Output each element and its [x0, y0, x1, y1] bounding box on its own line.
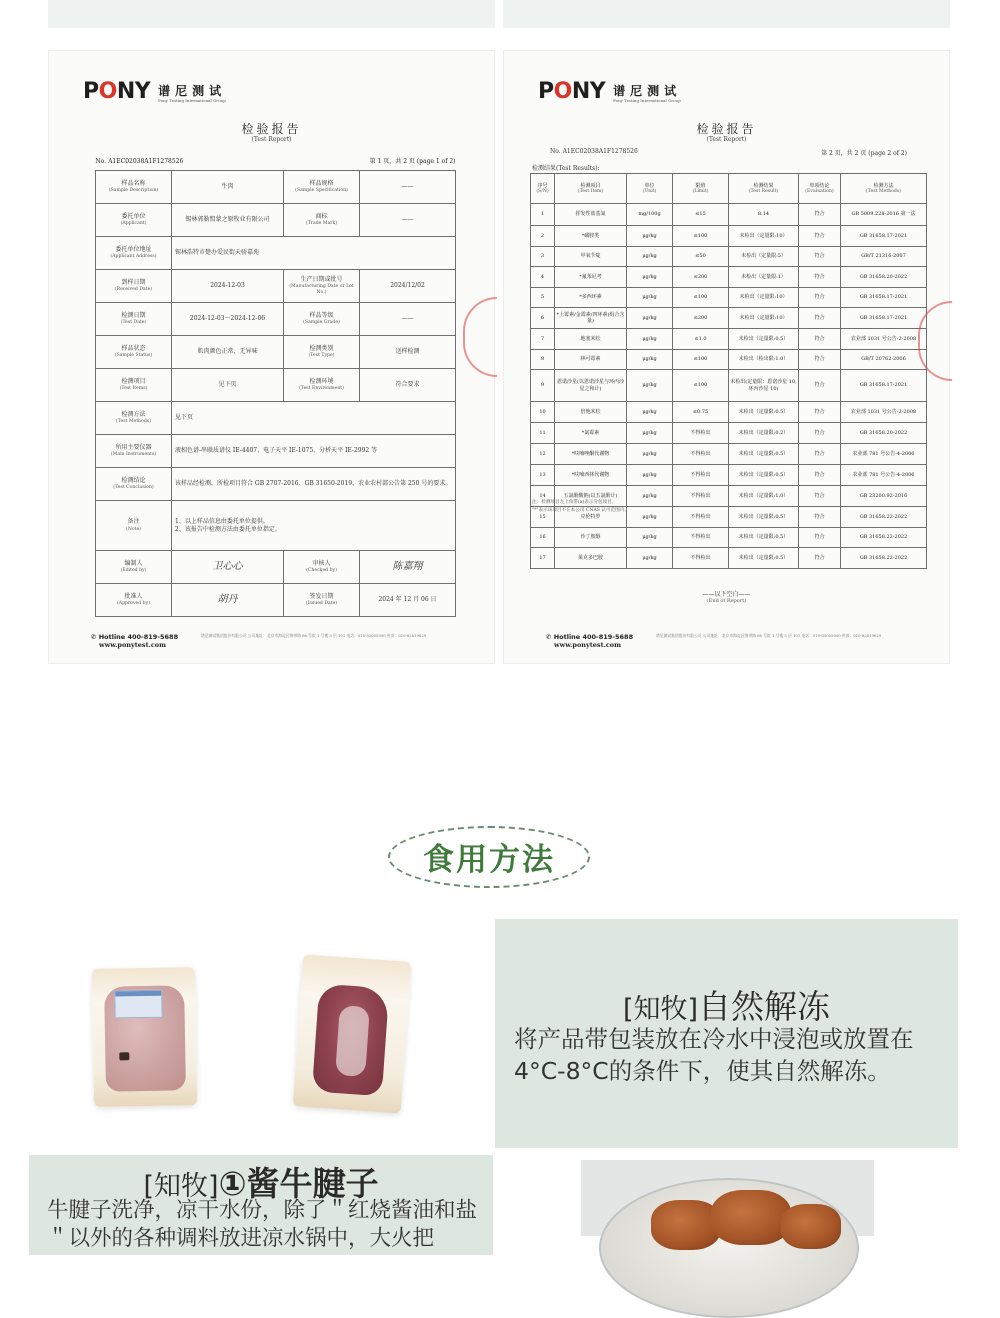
results-cell: 挥发性盐基氮 [555, 204, 627, 226]
test-report-page-2 [503, 50, 950, 664]
results-cell: 12 [531, 444, 555, 465]
results-cell: GB 31658.17-2021 [841, 308, 927, 329]
results-cell: ≤200 [673, 267, 729, 288]
results-cell: GB 31658.20-2022 [841, 423, 927, 444]
results-cell: 林可霉素 [555, 350, 627, 370]
results-cell: 符合 [799, 226, 841, 247]
report-page: 第 1 页，共 2 页 (page 1 of 2) [369, 158, 456, 165]
results-cell: μg/kg [627, 226, 673, 247]
results-cell: *土霉素/金霉素/四环素(组合含量) [555, 308, 627, 329]
results-header-cell: 单项结论 (Evaluation) [799, 174, 841, 204]
results-cell: 未检出（定量限:0.5） [729, 465, 799, 486]
results-cell: *磺胺类 [555, 226, 627, 247]
results-cell: 未检出（定量限:10） [729, 226, 799, 247]
results-cell: 恩诺沙星(以恩诺沙星与环丙沙星之和计) [555, 370, 627, 402]
results-cell: 未检出（定量限:0.5） [729, 548, 799, 569]
results-row [531, 204, 927, 226]
results-cell: 10 [531, 402, 555, 423]
report-title: 检验报告 [696, 122, 757, 136]
results-cell: 未检出（定量限:1） [729, 267, 799, 288]
results-cell: 农业部 781 号公告-4-2006 [841, 465, 927, 486]
results-cell: ≤100 [673, 370, 729, 402]
results-cell: ≤100 [673, 226, 729, 247]
results-row [531, 247, 927, 267]
results-cell: 符合 [799, 288, 841, 308]
results-cell: ≤200 [673, 308, 729, 329]
results-cell: 符合 [799, 267, 841, 288]
results-cell: 未检出（定量限:0.2） [729, 423, 799, 444]
results-cell: GB 31658.17-2021 [841, 288, 927, 308]
results-cell: GB 23200.92-2016 [841, 486, 927, 507]
recipe-card-body: 牛腱子洗净，凉干水份，除了＂红烧酱油和盐＂以外的各种调料放进凉水锅中，大火把 [47, 1198, 478, 1251]
results-cell: 符合 [799, 465, 841, 486]
results-cell: ≤100 [673, 288, 729, 308]
results-cell: μg/kg [627, 444, 673, 465]
results-cell: 符合 [799, 402, 841, 423]
results-cell: 未检出（定量限:10） [729, 308, 799, 329]
red-seal-stamp [463, 297, 497, 377]
results-cell: 符合 [799, 370, 841, 402]
results-row [531, 465, 927, 486]
results-cell: 8 [531, 350, 555, 370]
results-cell: 不得检出 [673, 548, 729, 569]
results-cell: μg/kg [627, 528, 673, 548]
results-cell: GB 5009.228-2016 第一法 [841, 204, 927, 226]
results-cell: ≤15 [673, 204, 729, 226]
results-cell: 不得检出 [673, 486, 729, 507]
results-cell: *氯霉素 [555, 423, 627, 444]
report-number: No. A1EC02038A1F1278526 [95, 158, 184, 165]
results-cell: GB 31658.22-2022 [841, 528, 927, 548]
results-cell: 未检出（定量限:0.5） [729, 444, 799, 465]
results-cell: 符合 [799, 350, 841, 370]
results-cell: 9 [531, 370, 555, 402]
results-cell: μg/kg [627, 486, 673, 507]
results-cell: GB 31658.20-2022 [841, 267, 927, 288]
report-title: 检验报告 [241, 122, 302, 136]
results-cell: 未检出（定量限:1.0） [729, 486, 799, 507]
frozen-package-back-image [293, 954, 411, 1113]
results-cell: μg/kg [627, 308, 673, 329]
results-cell: 符合 [799, 507, 841, 528]
report-info-table: No. A1EC02038A1F1278526 第 1 页，共 2 页 (page 1 of 2) 样品名称 (Sample Description) 牛肉 样品规格 (Sample Specification) —— 委托单位 (Applicant) 锡林郭勒盟蒙之原牧业有限公司 商标 (Trade Mark) —— 委托单位地址 (Applicant Address) 锡林浩特市楚办爱民街天骄嘉苑 到样日期 (Received Date) 2024-12-03 生产日期或批号 (Manufacturing Date or Lot No.) 2024/12/02 检测日期 (Test Date) 2024-12-03～2024-12-06 样品等级 (Sample Grade) —— 样品状态 (Sample Status) 肌肉颜色正常，无异味 检测类别 (Test Type) 送样检测 检测项目 (Test Items) 见下页 检测环境 (Test Environment) 符合要求 检测方法 (Test Methods) 见下页 所用主要仪器 (Main Instruments) 液相色谱-串联质谱仪 IE-4407、电子天平 IE-1075、分析天平 IE-2992 等 检测结论 (Test Conclusion) 该样品经检测，所检项目符合 GB 2707-2016、GB 31650-2019、农业农村部公告第 250 号的要求。 备注 (Note) 1、以上样品信息由委托单位提供。 2、该报告中检测方法由委托单位指定。 编制人 (Edited by) 卫心心 审核人 (Checked by) 陈嘉翔 批准人 (Approved by) 胡丹 签发日期 (Issued Date) 2024 年 12 月 06 日 [95, 158, 456, 617]
results-cell: 13 [531, 465, 555, 486]
approver-signature: 胡丹 [217, 594, 238, 606]
results-cell: 莱克多巴胺 [555, 548, 627, 569]
thaw-card-title: [知牧]自然解冻 [622, 987, 831, 1026]
results-cell: 未检出（定量限:10） [729, 288, 799, 308]
results-header-cell: 检测结果 (Test Result) [729, 174, 799, 204]
results-cell: μg/kg [627, 402, 673, 423]
results-cell: 符合 [799, 423, 841, 444]
results-row [531, 370, 927, 402]
cooked-beef-photo [581, 1160, 874, 1236]
results-cell: 未检出（定量限:0.5） [729, 528, 799, 548]
report-footer: ✆ Hotline 400-819-5688 www.ponytest.com 谱尼测试集团股份有限公司 公司地址：北京市海淀区锦带路 66 号院 1 号楼 5 层 101 电话：010-83055000 传真：010-82819629 [546, 633, 882, 649]
results-cell: *氟苯尼考 [555, 267, 627, 288]
results-cell: *呋喃唑酮代谢物 [555, 444, 627, 465]
results-cell: μg/kg [627, 247, 673, 267]
results-cell: 符合 [799, 528, 841, 548]
results-cell: 倍他米松 [555, 402, 627, 423]
editor-signature: 卫心心 [212, 561, 243, 573]
checker-signature: 陈嘉翔 [392, 561, 423, 573]
results-cell: 五氯酚酸钠(以五氯酚计) [555, 486, 627, 507]
results-cell: 2 [531, 226, 555, 247]
results-cell: μg/kg [627, 370, 673, 402]
results-cell: 8.14 [729, 204, 799, 226]
report-number: No. A1EC02038A1F1278526 [550, 148, 638, 155]
results-cell: ≤50 [673, 247, 729, 267]
results-cell: 15 [531, 507, 555, 528]
results-cell: GB/T 20762-2006 [841, 350, 927, 370]
results-cell: 不得检出 [673, 465, 729, 486]
results-cell: ≤0.75 [673, 402, 729, 423]
results-row [531, 267, 927, 288]
results-row [531, 402, 927, 423]
results-cell: GB 31658.17-2021 [841, 370, 927, 402]
results-cell: 未检出（定量限:5） [729, 247, 799, 267]
results-cell: 4 [531, 267, 555, 288]
results-row [531, 423, 927, 444]
results-cell: 符合 [799, 308, 841, 329]
results-cell: 农业部 1031 号公告-2-2008 [841, 329, 927, 350]
results-row [531, 226, 927, 247]
pony-logo: PONY 谱尼测试 Pony Testing International Group [83, 79, 227, 104]
results-cell: ≤1.0 [673, 329, 729, 350]
end-of-report: ——以下空白—— (End of Report) [702, 591, 751, 604]
results-row [531, 350, 927, 370]
results-row [531, 528, 927, 548]
section-title: 食用方法 [423, 842, 555, 878]
results-cell: mg/100g [627, 204, 673, 226]
results-header-cell: 限值 (Limit) [673, 174, 729, 204]
recipe-card-title: [知牧]①酱牛腱子 [143, 1164, 379, 1203]
results-cell: μg/kg [627, 350, 673, 370]
thaw-instructions-card [495, 919, 958, 1148]
results-cell: GB 31658.22-2022 [841, 548, 927, 569]
results-cell: 符合 [799, 247, 841, 267]
results-cell: 未检出（检出限:1.0） [729, 350, 799, 370]
results-cell: μg/kg [627, 267, 673, 288]
top-strip-left [48, 0, 495, 28]
results-cell: 未检出（定量限:0.5） [729, 402, 799, 423]
results-cell: 不得检出 [673, 507, 729, 528]
report-page: 第 2 页，共 2 页 (page 2 of 2) [821, 150, 907, 157]
results-cell: 克伦特罗 [555, 507, 627, 528]
results-cell: 地塞米松 [555, 329, 627, 350]
results-cell: *多西环素 [555, 288, 627, 308]
results-cell: μg/kg [627, 548, 673, 569]
thaw-card-body: 将产品带包装放在冷水中浸泡或放置在4°C-8°C的条件下，使其自然解冻。 [514, 1025, 914, 1085]
results-header-cell: 检测方法 (Test Methods) [841, 174, 927, 204]
results-cell: μg/kg [627, 423, 673, 444]
report-subtitle: (Test Report) [706, 136, 747, 143]
test-report-page-1 [48, 50, 495, 664]
results-cell: GB 31658.22-2022 [841, 507, 927, 528]
results-cell: 符合 [799, 548, 841, 569]
results-cell: GB/T 21316-2007 [841, 247, 927, 267]
pony-logo: PONY 谱尼测试 Pony Testing International Group [538, 79, 682, 104]
results-cell: 11 [531, 423, 555, 444]
top-strip-right [503, 0, 950, 28]
results-cell: 未检出(定量限：恩诺沙星 10,环丙沙星 10) [729, 370, 799, 402]
results-cell: ≤100 [673, 350, 729, 370]
results-cell: 符合 [799, 329, 841, 350]
results-row [531, 288, 927, 308]
results-note-2: "*"表示该项目不在本公司 CNAS 认可范围内。 [532, 508, 629, 513]
results-cell: 符合 [799, 486, 841, 507]
results-cell: 1 [531, 204, 555, 226]
results-cell: 甲氧苄啶 [555, 247, 627, 267]
results-cell: 未检出（定量限:0.5） [729, 507, 799, 528]
results-cell: 不得检出 [673, 423, 729, 444]
results-cell: 未检出（定量限:0.5） [729, 329, 799, 350]
results-cell: μg/kg [627, 465, 673, 486]
results-row [531, 444, 927, 465]
results-cell: 农业部 781 号公告-4-2006 [841, 444, 927, 465]
results-label: 检测结果(Test Results): [532, 165, 600, 172]
results-cell: μg/kg [627, 329, 673, 350]
results-header-cell: 检测项目 (Test Item) [555, 174, 627, 204]
report-subtitle: (Test Report) [251, 136, 292, 143]
results-cell: μg/kg [627, 507, 673, 528]
report-footer: ✆ Hotline 400-819-5688 www.ponytest.com 谱尼测试集团股份有限公司 公司地址：北京市海淀区锦带路 66 号院 1 号楼 5 层 101 电话：010-83055000 传真：010-82819629 [91, 633, 427, 649]
results-row [531, 548, 927, 569]
results-row [531, 308, 927, 329]
results-cell: μg/kg [627, 288, 673, 308]
results-cell: 17 [531, 548, 555, 569]
results-cell: 7 [531, 329, 555, 350]
results-cell: 3 [531, 247, 555, 267]
results-cell: *呋喃西林代谢物 [555, 465, 627, 486]
results-note-1: 注：检测项目左上角带(a)表示分包项目。 [532, 500, 617, 505]
results-header-cell: 序号 (S/N) [531, 174, 555, 204]
results-cell: 符合 [799, 444, 841, 465]
recipe-card [29, 1155, 493, 1255]
results-cell: 6 [531, 308, 555, 329]
results-cell: 14 [531, 486, 555, 507]
results-cell: 不得检出 [673, 528, 729, 548]
results-cell: 农业部 1031 号公告-2-2008 [841, 402, 927, 423]
results-header-cell: 单位 (Unit) [627, 174, 673, 204]
results-cell: 16 [531, 528, 555, 548]
results-row [531, 329, 927, 350]
results-cell: GB 31658.17-2021 [841, 226, 927, 247]
results-cell: 沙丁胺醇 [555, 528, 627, 548]
results-cell: 不得检出 [673, 444, 729, 465]
frozen-package-front-image [92, 967, 197, 1107]
cow-icon [119, 1052, 129, 1060]
results-cell: 符合 [799, 204, 841, 226]
results-cell: 5 [531, 288, 555, 308]
